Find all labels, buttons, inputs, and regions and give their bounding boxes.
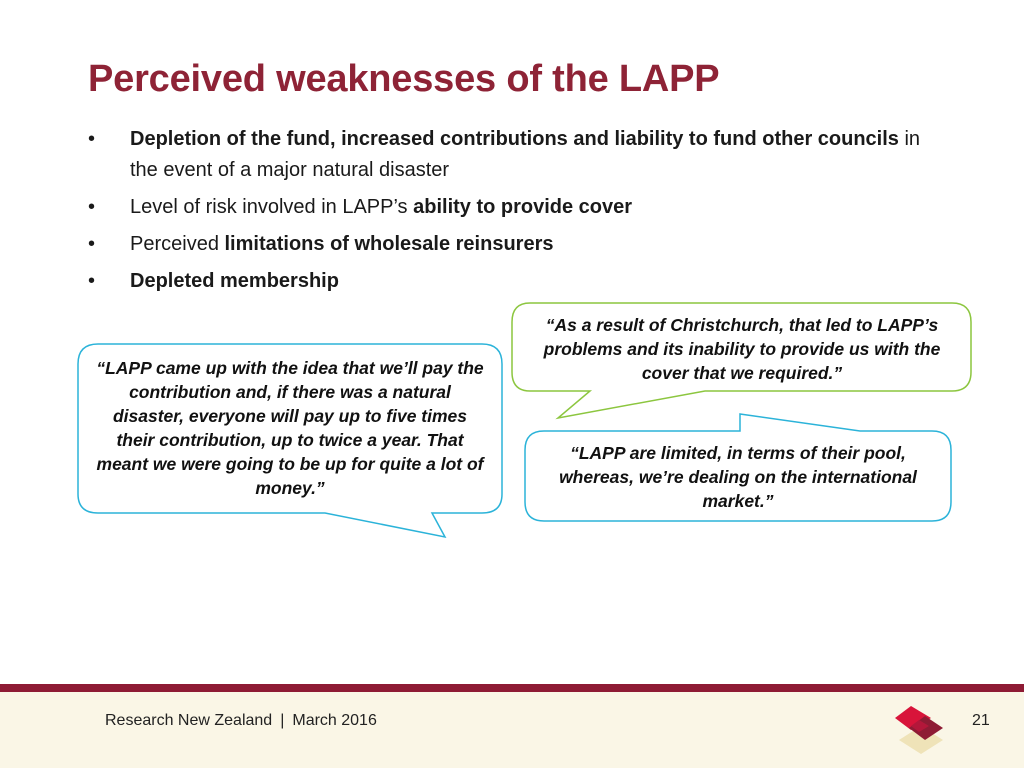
left-quote: “LAPP came up with the idea that we’ll pay the contribution and, if there was a natural disaster, everyone will pay up to five times their contribution, up to twice a year. That meant we were going to be up for quite a lot of money.” — [96, 358, 484, 498]
top-right-quote: “As a result of Christchurch, that led to LAPP’s problems and its inability to provide us with the cover that we required.” — [543, 315, 941, 383]
footer — [0, 692, 1024, 768]
bullet-dot: • — [88, 233, 96, 255]
bullet-text: in the event of a major natural disaster — [130, 128, 921, 181]
footer-separator: | — [280, 712, 285, 729]
bullet-bold-text: Depleted membership — [130, 270, 339, 292]
footer-organisation: Research New Zealand — [105, 712, 273, 729]
bullet-dot: • — [88, 128, 96, 150]
bullet-dot: • — [88, 270, 96, 292]
footer-caption — [105, 712, 377, 730]
bullet-bold-text: limitations of wholesale reinsurers — [224, 233, 554, 255]
bullet-bold-text: Depletion of the fund, increased contributions and liability to fund other councils — [130, 128, 899, 150]
bullet-bold-text: ability to provide cover — [413, 196, 633, 218]
page-number: 21 — [972, 712, 990, 729]
bullet-text: Level of risk involved in LAPP’s — [130, 196, 414, 218]
bullet-dot: • — [88, 196, 96, 218]
bullet-text: Perceived — [130, 233, 225, 255]
footer-date: March 2016 — [292, 712, 377, 729]
slide-title: Perceived weaknesses of the LAPP — [88, 58, 720, 100]
research-nz-logo-icon — [893, 704, 949, 756]
bottom-right-quote: “LAPP are limited, in terms of their pool, whereas, we’re dealing on the international market.” — [559, 443, 917, 511]
footer-divider — [0, 684, 1024, 692]
